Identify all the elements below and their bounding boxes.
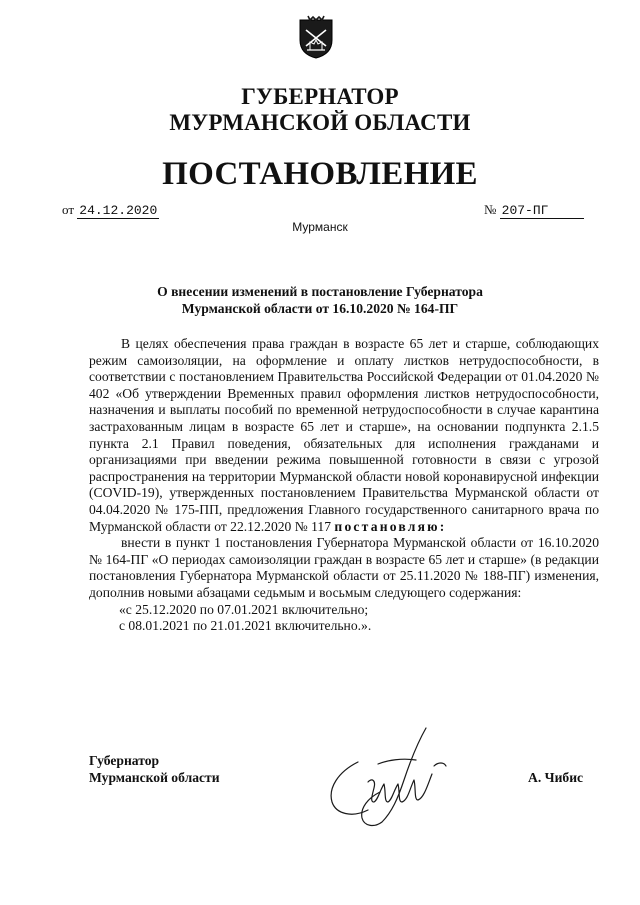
document-date <box>62 202 159 219</box>
decree-word: постановляю: <box>334 518 447 534</box>
date-value: 24.12.2020 <box>79 203 158 218</box>
number-value: 207-ПГ <box>500 204 584 219</box>
signatory-name: А. Чибис <box>528 770 584 785</box>
signatory-title <box>89 752 220 786</box>
signatory-title-line1: Губернатор <box>89 753 160 768</box>
document-number <box>484 202 584 219</box>
body-paragraph-preamble <box>89 336 599 535</box>
document-type-title: ПОСТАНОВЛЕНИЕ <box>162 156 478 192</box>
subject-line1: О внесении изменений в постановление Губернатора <box>157 284 483 299</box>
body-paragraph-amendment: внести в пункт 1 постановления Губернатора Мурманской области от 16.10.2020 № 164-ПГ «О периодах самоизоляции граждан в возрасте 65 лет и старше» (в редакции постановления Губернатора Мурманской области от 25.11.2020 № 188-ПГ) изменения, дополнив новыми абзацами седьмым и восьмым следующего содержания: <box>89 535 599 600</box>
authority-title-line1: ГУБЕРНАТОР <box>241 84 399 109</box>
subject-line2: Мурманской области от 16.10.2020 № 164-ПГ <box>181 301 459 316</box>
number-prefix: № <box>484 202 497 217</box>
amendment-item-2: с 08.01.2021 по 21.01.2021 включительно.». <box>119 618 372 634</box>
date-prefix: от <box>62 202 75 217</box>
preamble-text: В целях обеспечения права граждан в возрасте 65 лет и старше, соблюдающих режим самоизоляции, на оформление и оплату листков нетрудоспособности, в соответствии с постановлением Правительства Российской Федерации от 01.04.2020 № 402 «Об утверждении Временных правил оформления листков нетрудоспособности, назначения и выплаты пособий по временной нетрудоспособности в случае карантина застрахованным лицам в возрасте 65 лет и старше», на основании подпункта 2.1.5 пункта 2.1 Правил поведения, обязательных для исполнения гражданами и организациями при введении режима повышенной готовности в связи с угрозой распространения на территории Мурманской области новой коронавирусной инфекции (COVID-19), утвержденных постановлением Правительства Мурманской области от 04.04.2020 № 175-ПП, предложения Главного государственного санитарного врача по Мурманской области от 22.12.2020 № 117 <box>89 336 599 534</box>
amendment-item-1: «с 25.12.2020 по 07.01.2021 включительно; <box>119 601 369 617</box>
document-city: Мурманск <box>292 220 348 234</box>
handwritten-signature <box>318 722 478 832</box>
document-subject <box>120 283 520 317</box>
signatory-title-line2: Мурманской области <box>89 770 220 785</box>
document-body <box>89 336 599 635</box>
authority-title-line2: МУРМАНСКОЙ ОБЛАСТИ <box>169 110 471 135</box>
coat-of-arms-icon <box>296 14 336 60</box>
